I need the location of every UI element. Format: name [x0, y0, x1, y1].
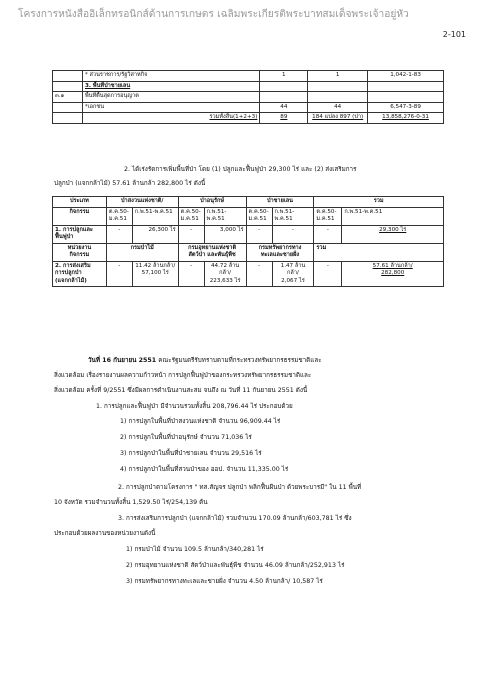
table-header-cell: [246, 243, 314, 261]
table-header-cell: [106, 207, 132, 225]
table-header-cell: รวม: [314, 243, 444, 261]
header-label: กิจกรรม: [69, 252, 90, 259]
table-header-cell: [246, 207, 272, 225]
table-cell: [368, 81, 444, 92]
list-item: 1) การปลูกในพื้นที่ป่าสงวนแห่งชาติ จำนวน 96,909.44 ไร่: [120, 418, 281, 425]
date-label: วันที่ 16 กันยายน 2551: [88, 357, 157, 364]
paragraph-line: ประกอบด้วยผลงานของหน่วยงานดังนี้: [54, 530, 156, 537]
land-area-table: [52, 70, 444, 124]
table-cell: 44: [308, 102, 368, 113]
table-row: [53, 243, 444, 261]
table-header-cell: [272, 207, 314, 225]
table-row: [53, 92, 444, 103]
table-cell: 3. พื้นที่ป่าชายเลน: [82, 81, 259, 92]
table-header-cell: กรมป่าไม้: [106, 243, 178, 261]
list-item: 3) กรมทรัพยากรทางทะเลและชายฝั่ง จำนวน 4.50 ล้านกล้า/ 10,587 ไร่: [126, 578, 323, 585]
table-cell: -: [272, 225, 314, 243]
table-header-cell: [204, 207, 246, 225]
table-cell: [368, 92, 444, 103]
paragraph-line: สิ่งแวดล้อม เรื่องรายงานผลความก้าวหน้า การปลูกฟื้นฟูป่าของกระทรวงทรัพยากรธรรมชาติและ: [54, 372, 312, 379]
paragraph-line: [88, 357, 322, 366]
table-cell: [260, 81, 308, 92]
table-header-cell: รวม: [314, 197, 444, 208]
cell-line: 11.42 ล้านกล้า/: [135, 262, 176, 269]
table-cell: -: [246, 261, 272, 287]
period-label: ต.ค.50-: [248, 208, 269, 215]
table-header-cell: [132, 207, 178, 225]
table-cell: [272, 261, 314, 287]
table-cell: [204, 261, 246, 287]
cell-line: 57,100 ไร่: [141, 270, 169, 277]
list-item: 3) การปลูกป่าในพื้นที่ป่าชายเลน จำนวน 29,516 ไร่: [120, 450, 262, 457]
period-label: ก.พ.51-: [206, 208, 227, 215]
paragraph-line: สิ่งแวดล้อม ครั้งที่ 9/2551 ซึ่งมีผลการดำเนินงานสะสม จนถึง ณ วันที่ 11 กันยายน 2551 ดังนี้: [54, 387, 308, 394]
table-header-cell: [53, 243, 107, 261]
table-cell: 13,858,276-0-31: [368, 113, 444, 124]
table-cell: -: [178, 261, 204, 287]
table-header-cell: กิจกรรม: [53, 207, 107, 225]
table-row: [53, 81, 444, 92]
table-header-cell: ประเภท: [53, 197, 107, 208]
table-header-cell: [342, 207, 444, 225]
table-header-cell: [178, 207, 204, 225]
cell-line: 44.72 ล้าน: [211, 262, 240, 269]
table-cell: 1: [308, 71, 368, 82]
table-cell: [308, 81, 368, 92]
row-label: 2. การส่งเสริม: [55, 262, 91, 269]
period-label: ม.ค.51: [316, 216, 335, 223]
period-label: ม.ค.51: [180, 216, 199, 223]
cell-line: กล้า/: [287, 270, 299, 277]
table-cell: 6,547-3-89: [368, 102, 444, 113]
table-cell: 29,300 ไร่: [342, 225, 444, 243]
table-cell: [53, 71, 83, 82]
cell-line: กล้า/: [219, 270, 232, 277]
list-item: 2) กรมอุทยานแห่งชาติ สัตว์ป่าและพันธุ์พืช จำนวน 46.09 ล้านกล้า/252,913 ไร่: [126, 562, 345, 569]
table-row: [53, 102, 444, 113]
table-header-cell: ป่าสงวนแห่งชาติ/: [106, 197, 178, 208]
header-label: สัตว์ป่า และพันธุ์พืช: [188, 252, 236, 259]
table-cell: พื้นที่ตื้นสุดการอนุญาต: [82, 92, 259, 103]
table-cell: [53, 261, 107, 287]
cell-line: 2,067 ไร่: [281, 277, 305, 284]
table-cell: -: [106, 225, 132, 243]
table-cell: [53, 102, 83, 113]
table-cell: 44: [260, 102, 308, 113]
table-row: [53, 71, 444, 82]
table-cell: -: [246, 225, 272, 243]
period-label: พ.ค.51: [274, 216, 293, 223]
table-header-cell: ป่าอนุรักษ์: [178, 197, 246, 208]
table-cell: 1,042-1-83: [368, 71, 444, 82]
table-cell: -: [106, 261, 132, 287]
table-cell: [308, 92, 368, 103]
list-item: 1) กรมป่าไม้ จำนวน 109.5 ล้านกล้า/340,281 ไร่: [126, 546, 264, 553]
table-cell: รวมทั้งสิ้น(1+2+3): [82, 113, 259, 124]
table-cell: [53, 113, 83, 124]
table-row: [53, 261, 444, 287]
paragraph-text: คณะรัฐมนตรีรับทราบตามที่กระทรวงทรัพยากรธรรมชาติและ: [156, 357, 322, 364]
table-cell: -: [314, 261, 342, 287]
paragraph-line: 2. ได้เร่งรัดการเพิ่มพื้นที่ป่า โดย (1) ปลูกและฟื้นฟูป่า 29,300 ไร่ และ (2) ส่งเสริมการ: [124, 166, 357, 173]
period-label: ก.พ.51-พ.ค.51: [344, 208, 383, 215]
period-label: พ.ค.51: [206, 216, 225, 223]
period-label: ก.พ.51-: [274, 208, 295, 215]
table-cell: *เอกชน: [82, 102, 259, 113]
table-cell: [132, 261, 178, 287]
header-label: กรมอุทยานแห่งชาติ: [188, 244, 237, 251]
table-cell: [53, 81, 83, 92]
table-cell: 89: [260, 113, 308, 124]
paragraph-line: 10 จังหวัด รวมจำนวนทั้งสิ้น 1,529.50 ไร่/254,139 ต้น: [54, 499, 208, 506]
list-item: 4) การปลูกป่าในพื้นที่สวนป่าของ ออป. จำนวน 11,335.00 ไร่: [120, 466, 289, 473]
row-label: การปลูกป่า: [55, 270, 82, 277]
paragraph-line: 2. การปลูกป่าตามโครงการ " ทส.สัญจร ปลูกป่า พลิกฟื้นผืนป่า ด้วยพระบารมี" ใน 11 พื้นที่: [118, 484, 362, 491]
table-cell: ๓.๑: [53, 92, 83, 103]
table-header-cell: [178, 243, 246, 261]
cell-line: 223,633 ไร่: [209, 277, 241, 284]
table-cell: 184 แปลง 897 (ปา): [308, 113, 368, 124]
period-label: ก.พ.51-พ.ค.51: [134, 208, 173, 215]
table-header-cell: [314, 207, 342, 225]
row-label: (แจกกล้าไม้): [55, 277, 87, 284]
period-label: ต.ค.50-: [180, 208, 201, 215]
table-row: [53, 197, 444, 208]
table-cell: -: [178, 225, 204, 243]
header-label: ทะเลและชายฝั่ง: [260, 252, 300, 259]
row-label: 1. การปลูกและ: [55, 226, 93, 233]
header-label: กรมทรัพยากรทาง: [258, 244, 302, 251]
table-row: [53, 113, 444, 124]
cell-line: 1.47 ล้าน: [280, 262, 306, 269]
document-header: โครงการหนังสืออิเล็กทรอนิกส์ด้านการเกษตร เฉลิมพระเกียรติพระบาทสมเด็จพระเจ้าอยู่หัว: [18, 9, 409, 20]
cell-line: 57.61 ล้านกล้า/: [372, 262, 413, 269]
page-number: 2-101: [442, 30, 466, 39]
period-label: ต.ค.50-: [108, 208, 129, 215]
table-cell: 26,300 ไร่: [132, 225, 178, 243]
table-cell: [342, 261, 444, 287]
paragraph-line: ปลูกป่า (แจกกล้าไม้) 57.61 ล้านกล้า 282,800 ไร่ ดังนี้: [54, 180, 206, 187]
table-row: [53, 207, 444, 225]
table-cell: -: [314, 225, 342, 243]
table-cell: 1: [260, 71, 308, 82]
list-item: 2) การปลูกในพื้นที่ป่าอนุรักษ์ จำนวน 71,036 ไร่: [120, 434, 252, 441]
row-label: ฟื้นฟูป่า: [55, 234, 74, 241]
period-label: ม.ค.51: [248, 216, 267, 223]
table-cell: [260, 92, 308, 103]
table-cell: * ส่วนราชการ/รัฐวิสาหกิจ: [82, 71, 259, 82]
period-label: ต.ค.50-: [316, 208, 337, 215]
cell-line: 282,800: [381, 270, 405, 277]
paragraph-line: 1. การปลูกและฟื้นฟูป่า มีจำนวนรวมทั้งสิ้น 208,796.44 ไร่ ประกอบด้วย: [96, 403, 293, 410]
table-row: [53, 225, 444, 243]
table-cell: 3,000 ไร่: [204, 225, 246, 243]
table-cell: [53, 225, 107, 243]
header-label: หน่วยงาน: [67, 244, 92, 251]
reforestation-table: [52, 196, 444, 287]
period-label: ม.ค.51: [108, 216, 127, 223]
paragraph-line: 3. การส่งเสริมการปลูกป่า (แจกกล้าไม้) รวมจำนวน 170.09 ล้านกล้า/603,781 ไร่ ซึ่ง: [118, 515, 352, 522]
table-header-cell: ป่าชายเลน: [246, 197, 314, 208]
